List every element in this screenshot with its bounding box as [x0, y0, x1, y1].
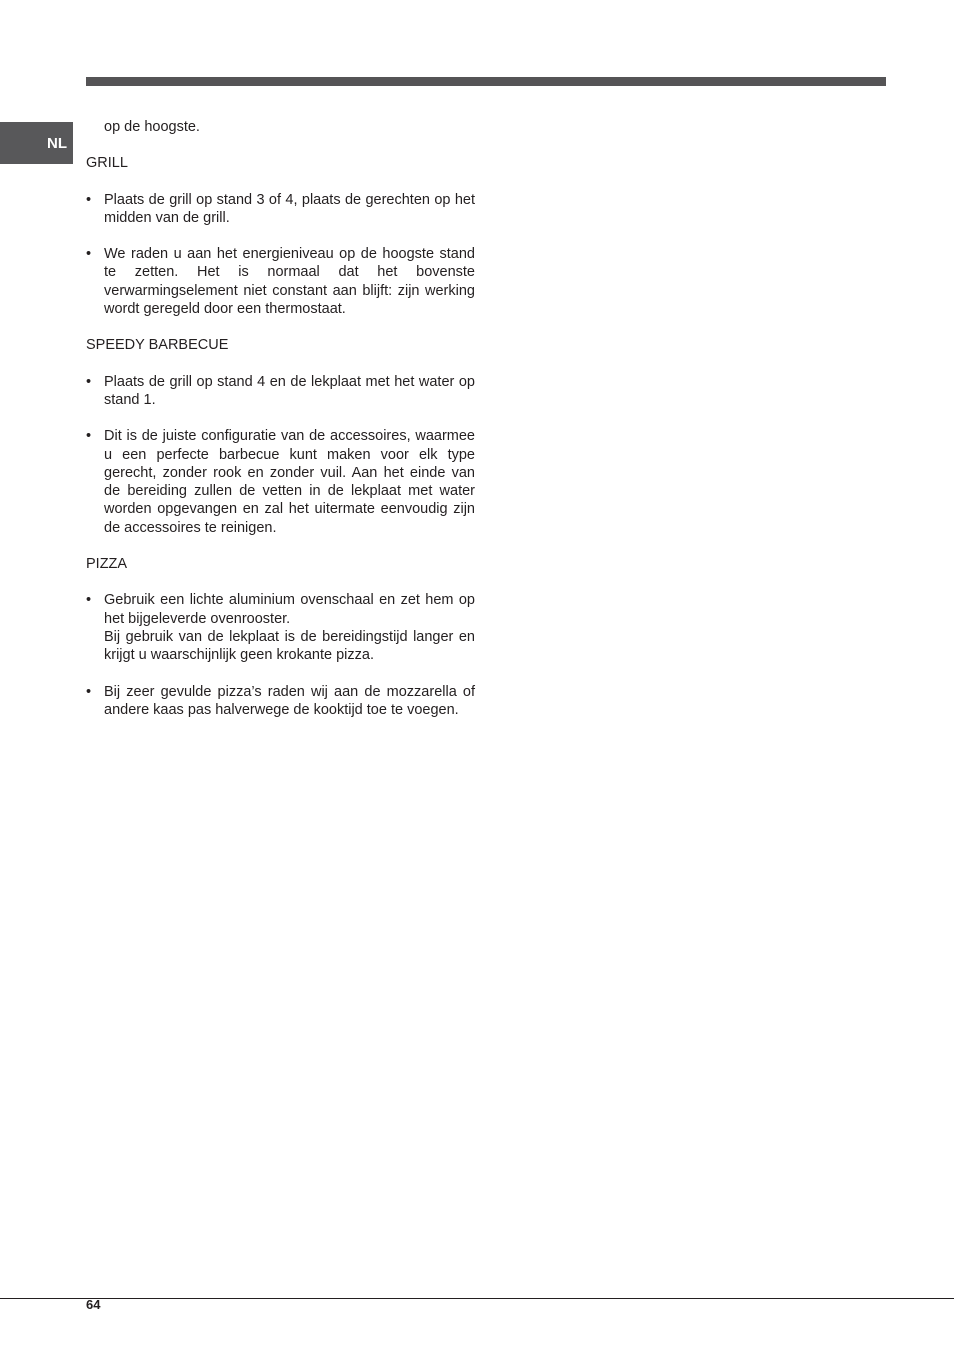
language-tab: NL [0, 122, 73, 164]
bullet-icon: • [86, 191, 92, 208]
list-item-text: Bij gebruik van de lekplaat is de bereidingstijd langer en krijgt u waarschijnlijk geen krokante pizza. [104, 628, 475, 664]
bullet-icon: • [86, 683, 92, 700]
bullet-icon: • [86, 428, 92, 445]
section-heading-speedy-barbecue: SPEEDY BARBECUE [86, 337, 229, 354]
footer-divider [0, 1298, 954, 1299]
bullet-icon: • [86, 373, 92, 390]
list-item-text: Plaats de grill op stand 3 of 4, plaats de gerechten op het midden van de grill. [104, 191, 475, 226]
page-number: 64 [86, 1297, 101, 1312]
list-item-text: Bij zeer gevulde pizza’s raden wij aan de mozzarella of andere kaas pas halverwege de kooktijd toe te voegen. [104, 683, 475, 718]
list-item-text: We raden u aan het energieniveau op de hoogste stand te zetten. Het is normaal dat het bovenste verwarmingselement niet constant aan blijft: zijn werking wordt geregeld door een thermostaat. [104, 246, 475, 318]
bullet-icon: • [86, 592, 92, 609]
section-heading-pizza: PIZZA [86, 556, 128, 573]
list-item [86, 427, 475, 537]
list-item [86, 373, 475, 410]
section-heading-grill: GRILL [86, 155, 128, 172]
bullet-icon: • [86, 246, 92, 263]
list-item [86, 591, 475, 664]
list-item-text: Gebruik een lichte aluminium ovenschaal en zet hem op het bijgeleverde ovenrooster. [104, 592, 475, 627]
list-item-text: Plaats de grill op stand 4 en de lekplaat met het water op stand 1. [104, 373, 475, 408]
intro-text: op de hoogste. [104, 119, 200, 135]
list-item [86, 683, 475, 720]
header-bar [86, 77, 886, 86]
list-item [86, 245, 475, 318]
text-column [86, 118, 475, 719]
list-item [86, 191, 475, 228]
list-item-text: Dit is de juiste configuratie van de accessoires, waarmee u een perfecte barbecue kunt maken voor elk type gerecht, zonder rook en zonder vuil. Aan het einde van de bereiding zullen de vetten in de lekplaat met water worden opgevangen en zal het uitermate eenvoudig zijn de accessoires te reinigen. [104, 428, 475, 536]
